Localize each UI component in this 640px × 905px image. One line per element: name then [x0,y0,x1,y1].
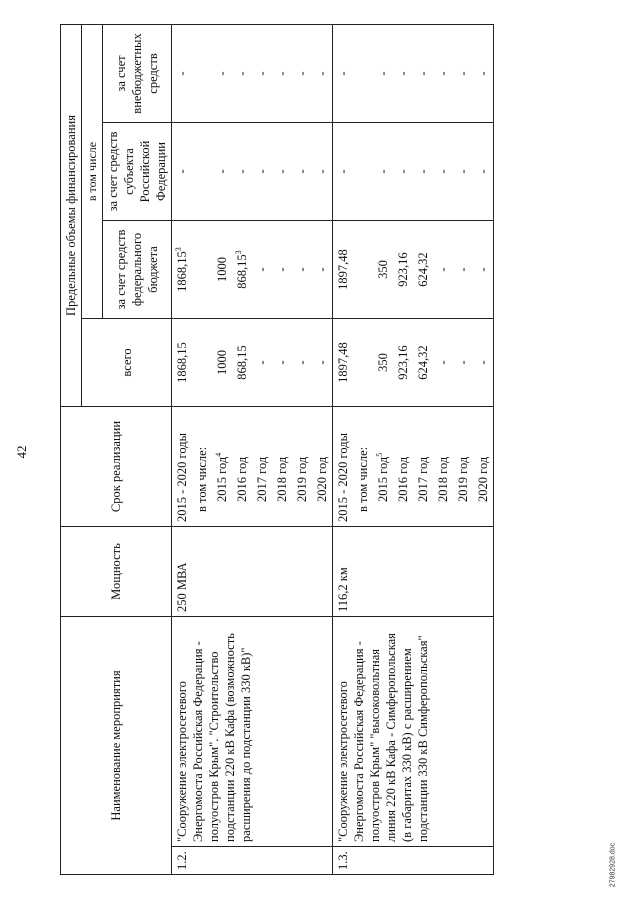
funding-table [60,24,494,875]
period-cell [192,407,212,527]
federal-text: 1000 [215,257,229,282]
extrabudget-cell: - [333,24,354,122]
federal-text: - [456,267,470,272]
header-extrabudget: за счет внебюджетных средств [103,24,172,122]
federal-cell [252,221,272,319]
total-cell: - [292,319,312,407]
period-cell [312,407,333,527]
total-cell: - [473,319,494,407]
regional-cell: - [373,123,393,221]
federal-cell [473,221,494,319]
total-cell [353,319,373,407]
period-cell [232,407,252,527]
period-text: 2015 год [376,456,390,502]
federal-cell [272,221,292,319]
federal-cell [292,221,312,319]
regional-cell: - [333,123,354,221]
period-cell [292,407,312,527]
extrabudget-cell: - [292,24,312,122]
extrabudget-cell [353,24,373,122]
period-text: 2019 год [456,456,470,502]
federal-cell [353,221,373,319]
federal-cell [373,221,393,319]
federal-text: - [295,267,309,272]
period-text: 2016 год [396,456,410,502]
period-cell [373,407,393,527]
regional-cell: - [252,123,272,221]
row-number: 1.2. [172,847,333,875]
period-text: 2016 год [235,456,249,502]
period-text: 2017 год [255,456,269,502]
federal-cell [212,221,232,319]
period-text: 2020 год [315,456,329,502]
header-name: Наименование мероприятия [61,617,172,875]
total-cell: - [272,319,292,407]
federal-text: - [255,267,269,272]
period-cell [333,407,354,527]
regional-cell [192,123,212,221]
period-cell [393,407,413,527]
table-row [172,24,193,874]
federal-text: - [436,267,450,272]
extrabudget-cell: - [453,24,473,122]
federal-cell [192,221,212,319]
period-cell [433,407,453,527]
power-value: 116,2 км [333,527,494,617]
federal-footnote: 3 [233,250,243,255]
federal-text: 350 [376,260,390,279]
period-text: 2015 - 2020 годы [336,432,350,522]
header-period: Срок реализации [61,407,172,527]
federal-cell [413,221,433,319]
total-cell: 1000 [212,319,232,407]
period-text: 2017 год [416,456,430,502]
extrabudget-cell: - [272,24,292,122]
regional-cell [353,123,373,221]
regional-cell: - [292,123,312,221]
regional-cell: - [232,123,252,221]
period-text: 2020 год [476,456,490,502]
table-body [172,24,494,874]
federal-text: - [275,267,289,272]
total-cell: - [252,319,272,407]
federal-cell [333,221,354,319]
federal-footnote: 3 [173,247,183,252]
period-text: 2015 год [215,456,229,502]
period-text: 2018 год [275,456,289,502]
header-total: всего [82,319,172,407]
regional-cell: - [453,123,473,221]
federal-cell [172,221,193,319]
activity-name: "Сооружение электросетевого Энергомоста Российская Федерация - полуостров Крым". "Строительство подстанции 220 кВ Кафа (возможность расширения до подстанции 330 кВ)" [172,617,333,847]
total-cell [192,319,212,407]
extrabudget-cell: - [232,24,252,122]
period-footnote: 4 [213,452,223,457]
rotated-page-content [60,25,620,875]
period-cell [473,407,494,527]
activity-name: "Сооружение электросетевого Энергомоста Российская Федерация - полуостров Крым" "высоковольтная линия 220 кВ Кафа - Симферопольская (в габаритах 330 кВ) с расширением подстанции 330 кВ Симферопольская" [333,617,494,847]
header-incl: в том числе [82,24,103,318]
header-funding-group: Предельные объемы финансирования [61,24,82,406]
regional-cell: - [172,123,193,221]
period-cell [252,407,272,527]
regional-cell: - [413,123,433,221]
regional-cell: - [433,123,453,221]
total-cell: - [433,319,453,407]
total-cell: 1897,48 [333,319,354,407]
period-text: 2015 - 2020 годы [175,432,189,522]
period-cell [172,407,193,527]
period-cell [413,407,433,527]
extrabudget-cell: - [252,24,272,122]
regional-cell: - [212,123,232,221]
period-cell [453,407,473,527]
page-number: 42 [14,445,29,459]
regional-cell: - [473,123,494,221]
total-cell: 350 [373,319,393,407]
extrabudget-cell: - [373,24,393,122]
header-power: Мощность [61,527,172,617]
extrabudget-cell: - [312,24,333,122]
period-text: 2019 год [295,456,309,502]
row-number: 1.3. [333,847,494,875]
extrabudget-cell: - [172,24,193,122]
power-value: 250 МВА [172,527,333,617]
extrabudget-cell [192,24,212,122]
period-text: в том числе: [195,446,209,512]
total-cell: 624,32 [413,319,433,407]
total-cell: - [312,319,333,407]
extrabudget-cell: - [413,24,433,122]
federal-text: 923,16 [396,252,410,287]
period-cell [212,407,232,527]
period-text: в том числе: [356,446,370,512]
period-text: 2018 год [436,456,450,502]
document-code: 27982928.doc [609,842,617,888]
federal-text: - [315,267,329,272]
extrabudget-cell: - [393,24,413,122]
extrabudget-cell: - [212,24,232,122]
federal-cell [393,221,413,319]
federal-cell [232,221,252,319]
federal-text: 1897,48 [336,249,350,290]
regional-cell: - [272,123,292,221]
regional-cell: - [312,123,333,221]
federal-text: 624,32 [416,252,430,287]
total-cell: 1868,15 [172,319,193,407]
period-cell [353,407,373,527]
header-federal: за счет средств федерального бюджета [103,221,172,319]
federal-cell [312,221,333,319]
period-cell [272,407,292,527]
total-cell: 868,15 [232,319,252,407]
regional-cell: - [393,123,413,221]
federal-cell [433,221,453,319]
federal-cell [453,221,473,319]
federal-text: - [476,267,490,272]
extrabudget-cell: - [433,24,453,122]
period-footnote: 5 [374,452,384,457]
total-cell: - [453,319,473,407]
table-row [333,24,354,874]
total-cell: 923,16 [393,319,413,407]
extrabudget-cell: - [473,24,494,122]
federal-text: 868,15 [235,254,249,289]
header-regional: за счет средств субъекта Российской Федерации [103,123,172,221]
federal-text: 1868,15 [175,251,189,292]
